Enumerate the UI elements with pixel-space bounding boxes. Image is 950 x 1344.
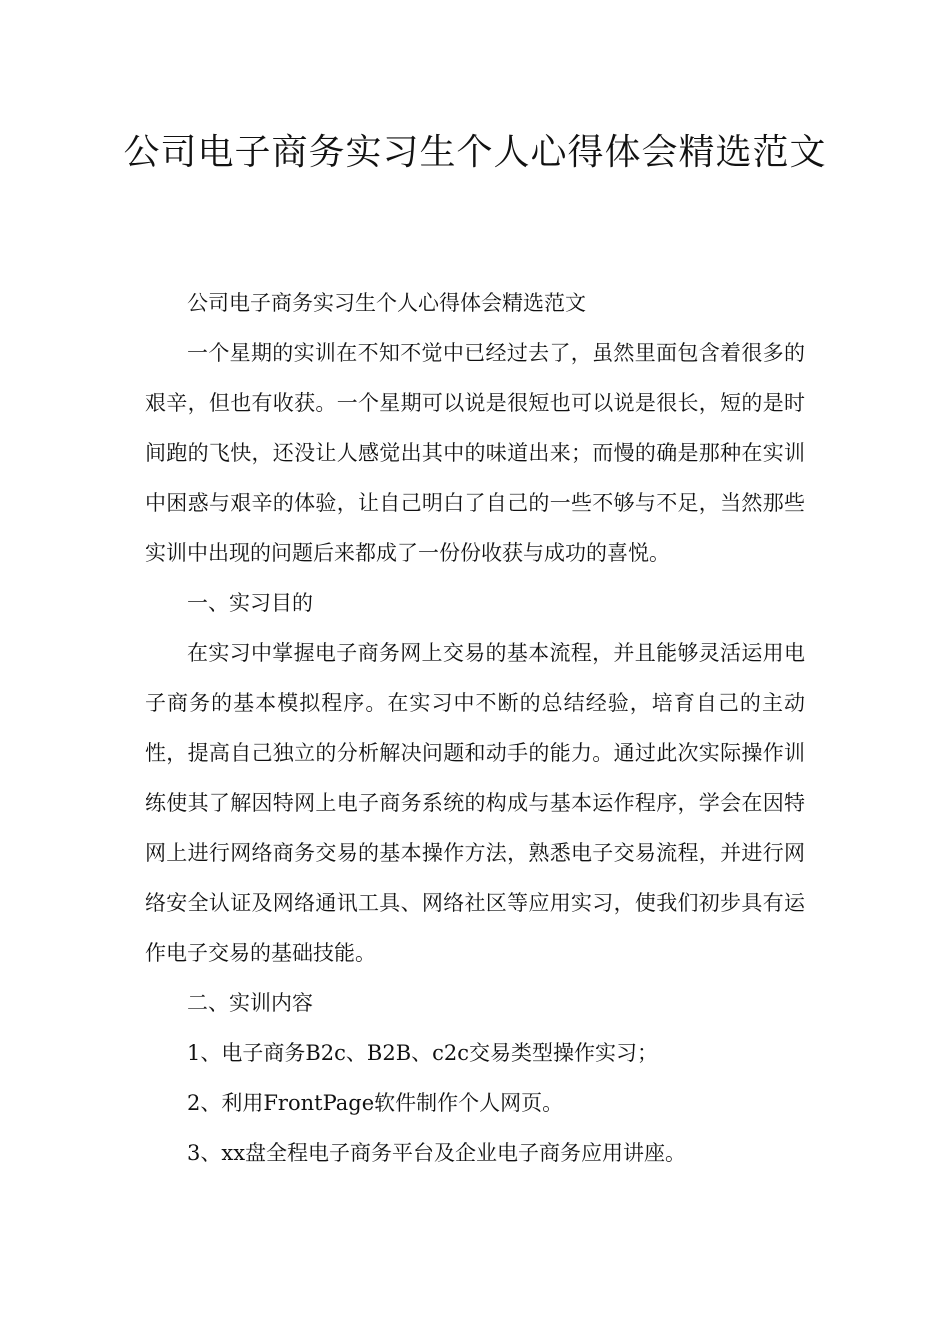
heading-training-content: 二、实训内容 bbox=[187, 991, 313, 1015]
document-title: 公司电子商务实习生个人心得体会精选范文 bbox=[123, 132, 827, 173]
list-item-1: 1、电子商务B2c、B2B、c2c交易类型操作实习； bbox=[187, 1041, 659, 1065]
list-item-2: 2、利用FrontPage软件制作个人网页。 bbox=[187, 1091, 564, 1115]
paragraph-intro: 一个星期的实训在不知不觉中已经过去了，虽然里面包含着很多的艰辛，但也有收获。一个星期可以说是很短也可以说是很长，短的是时间跑的飞快，还没让人感觉出其中的味道出来；而慢的确是那种在实训中困惑与艰辛的体验，让自己明白了自己的一些不够与不足，当然那些实训中出现的问题后来都成了一份份收获与成功的喜悦。 bbox=[145, 341, 805, 565]
heading-internship-purpose: 一、实习目的 bbox=[187, 591, 313, 615]
document-body bbox=[145, 278, 805, 1178]
paragraph-purpose: 在实习中掌握电子商务网上交易的基本流程，并且能够灵活运用电子商务的基本模拟程序。在实习中不断的总结经验，培育自己的主动性，提高自己独立的分析解决问题和动手的能力。通过此次实际操作训练使其了解因特网上电子商务系统的构成与基本运作程序，学会在因特网上进行网络商务交易的基本操作方法，熟悉电子交易流程，并进行网络安全认证及网络通讯工具、网络社区等应用实习，使我们初步具有运作电子交易的基础技能。 bbox=[145, 641, 805, 965]
list-item-3: 3、xx盘全程电子商务平台及企业电子商务应用讲座。 bbox=[187, 1141, 687, 1165]
paragraph-subtitle: 公司电子商务实习生个人心得体会精选范文 bbox=[187, 291, 586, 315]
